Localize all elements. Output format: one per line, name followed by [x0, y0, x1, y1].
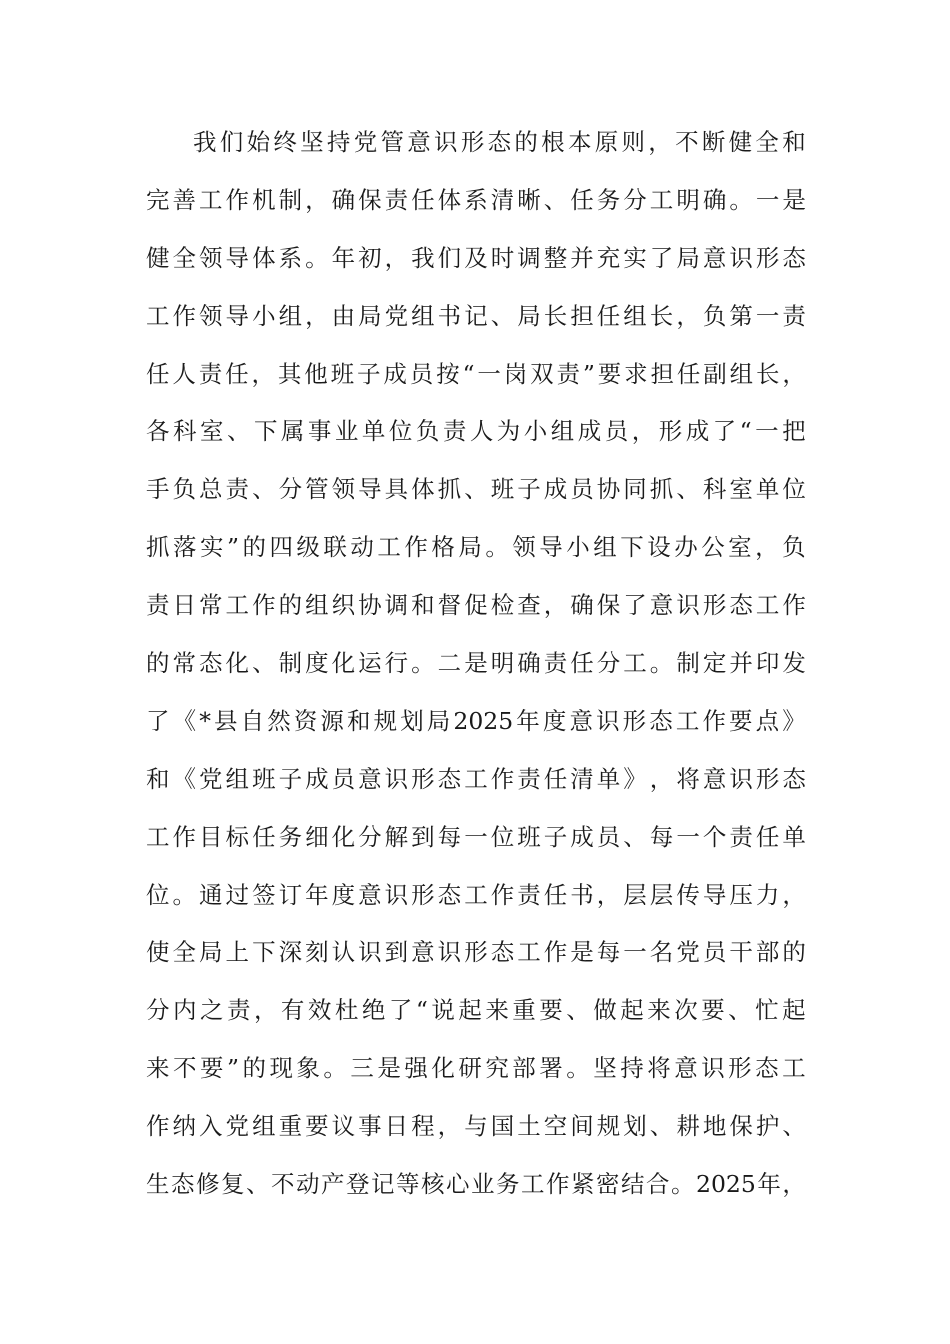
- paragraph-line: 各 科 室 、 下 属 事 业 单 位 负 责 人 为 小 组 成 员 ， 形 成 了 “ 一 把: [146, 417, 806, 446]
- paragraph-line: 手 负 总 责 、 分 管 领 导 具 体 抓 、 班 子 成 员 协 同 抓 、 科 室 单 位: [146, 475, 806, 504]
- paragraph-line: 使 全 局 上 下 深 刻 认 识 到 意 识 形 态 工 作 是 每 一 名 党 员 干 部 的: [146, 938, 806, 967]
- paragraph-line: 工 作 领 导 小 组 ， 由 局 党 组 书 记 、 局 长 担 任 组 长 ， 负 第 一 责: [146, 301, 806, 330]
- paragraph-line: 责 日 常 工 作 的 组 织 协 调 和 督 促 检 查 ， 确 保 了 意 识 形 态 工 作: [146, 591, 806, 620]
- paragraph-line: 作 纳 入 党 组 重 要 议 事 日 程 ， 与 国 土 空 间 规 划 、 耕 地 保 护 、: [146, 1112, 806, 1141]
- paragraph-line: 健 全 领 导 体 系 。 年 初 ， 我 们 及 时 调 整 并 充 实 了 局 意 识 形 态: [146, 243, 806, 272]
- paragraph-line: 抓 落 实 ” 的 四 级 联 动 工 作 格 局 。 领 导 小 组 下 设 办 公 室 ， 负: [146, 533, 806, 562]
- body-paragraph: [146, 120, 806, 1220]
- paragraph-line: 完 善 工 作 机 制 ， 确 保 责 任 体 系 清 晰 、 任 务 分 工 明 确 。 一 是: [146, 185, 806, 214]
- paragraph-line: 分 内 之 责 ， 有 效 杜 绝 了 “ 说 起 来 重 要 、 做 起 来 次 要 、 忙 起: [146, 996, 806, 1025]
- paragraph-line: 生 态 修 复 、 不 动 产 登 记 等 核 心 业 务 工 作 紧 密 结 合 。 2025 年 ，: [146, 1170, 806, 1199]
- paragraph-line: 我 们 始 终 坚 持 党 管 意 识 形 态 的 根 本 原 则 ， 不 断 健 全 和: [193, 128, 806, 156]
- paragraph-line: 的 常 态 化 、 制 度 化 运 行 。 二 是 明 确 责 任 分 工 。 制 定 并 印 发: [146, 649, 806, 678]
- paragraph-line: 和 《 党 组 班 子 成 员 意 识 形 态 工 作 责 任 清 单 》 ， 将 意 识 形 态: [146, 764, 806, 793]
- paragraph-line: 工 作 目 标 任 务 细 化 分 解 到 每 一 位 班 子 成 员 、 每 一 个 责 任 单: [146, 822, 806, 851]
- paragraph-line: 了 《 * 县 自 然 资 源 和 规 划 局 2025 年 度 意 识 形 态 工 作 要 点 》: [146, 706, 806, 735]
- paragraph-line: 位 。 通 过 签 订 年 度 意 识 形 态 工 作 责 任 书 ， 层 层 传 导 压 力 ，: [146, 880, 806, 909]
- paragraph-line: 任 人 责 任 ， 其 他 班 子 成 员 按 “ 一 岗 双 责 ” 要 求 担 任 副 组 长 ，: [146, 359, 806, 388]
- paragraph-line: 来 不 要 ” 的 现 象 。 三 是 强 化 研 究 部 署 。 坚 持 将 意 识 形 态 工: [146, 1054, 806, 1083]
